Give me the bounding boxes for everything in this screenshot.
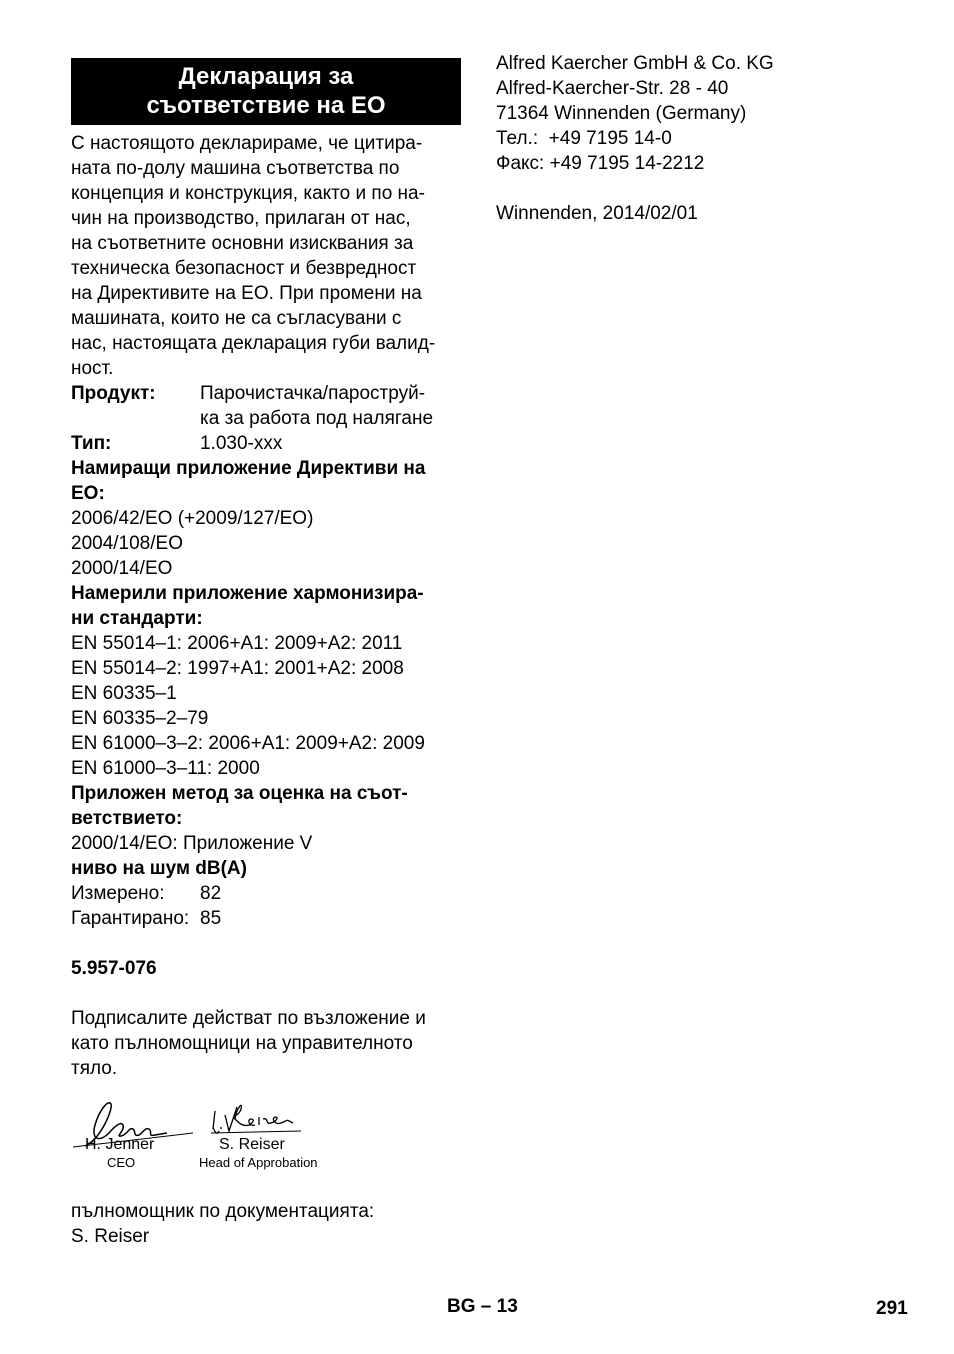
standard-item: EN 60335–2–79: [71, 708, 209, 729]
signer1-title: CEO: [107, 1155, 136, 1170]
standard-item: EN 61000–3–11: 2000: [71, 758, 260, 779]
signatories-text: Подписалите действат по възложение и: [71, 1008, 426, 1029]
directive-item: 2004/108/ЕО: [71, 533, 183, 554]
address-line: Факс: +49 7195 14-2212: [496, 153, 705, 174]
guaranteed-label: Гарантирано:: [71, 908, 190, 929]
attorney-label: пълномощник по документацията:: [71, 1201, 375, 1222]
product-value-line: ка за работа под налягане: [200, 408, 434, 429]
intro-line: С настоящото декларираме, че цитира-: [71, 133, 423, 154]
place-date: Winnenden, 2014/02/01: [496, 203, 698, 224]
type-value: 1.030-xxx: [200, 433, 283, 454]
product-row: [71, 381, 461, 431]
left-column: [71, 58, 461, 1249]
standards-heading: ни стандарти:: [71, 608, 203, 629]
measured-row: [71, 881, 461, 906]
method-value: 2000/14/ЕО: Приложение V: [71, 833, 313, 854]
signer2-title: Head of Approbation: [199, 1155, 318, 1170]
address-line: Тел.: +49 7195 14-0: [496, 128, 672, 149]
intro-paragraph: [71, 131, 461, 381]
intro-line: машината, които не са съгласувани с: [71, 308, 402, 329]
method-heading: Приложен метод за оценка на съот-: [71, 783, 408, 804]
type-row: [71, 431, 461, 456]
document-number: 5.957-076: [71, 958, 157, 979]
title-line-1: Декларация за: [178, 63, 354, 90]
signer1-name: H. Jenner: [85, 1136, 155, 1153]
page-title: [71, 58, 461, 125]
section-code: BG – 13: [447, 1296, 518, 1317]
product-value-line: Парочистачка/пароструй-: [200, 383, 426, 404]
signature-block: [71, 1089, 461, 1199]
standard-item: EN 61000–3–2: 2006+A1: 2009+A2: 2009: [71, 733, 425, 754]
title-line-2: съответствие на ЕО: [146, 92, 386, 119]
type-label: Тип:: [71, 433, 112, 454]
page-number: 291: [876, 1298, 908, 1319]
guaranteed-row: [71, 906, 461, 931]
standards-heading: Намерили приложение хармонизира-: [71, 583, 424, 604]
standard-item: EN 55014–2: 1997+A1: 2001+A2: 2008: [71, 658, 404, 679]
attorney-name: S. Reiser: [71, 1226, 150, 1247]
intro-line: концепция и конструкция, както и по на-: [71, 183, 425, 204]
intro-line: на съответните основни изисквания за: [71, 233, 414, 254]
product-value: [200, 381, 461, 431]
standard-item: EN 55014–1: 2006+A1: 2009+A2: 2011: [71, 633, 403, 654]
directive-item: 2000/14/ЕО: [71, 558, 173, 579]
guaranteed-value: 85: [200, 908, 222, 929]
intro-line: на Директивите на ЕО. При промени на: [71, 283, 422, 304]
intro-line: нас, настоящата декларация губи валид-: [71, 333, 436, 354]
intro-line: ност.: [71, 358, 114, 379]
address-line: Alfred-Kaercher-Str. 28 - 40: [496, 78, 729, 99]
right-column: [496, 51, 896, 226]
address-line: 71364 Winnenden (Germany): [496, 103, 747, 124]
intro-line: ната по-долу машина съответства по: [71, 158, 400, 179]
intro-line: чин на производство, прилаган от нас,: [71, 208, 411, 229]
product-label: Продукт:: [71, 383, 156, 404]
address-line: Alfred Kaercher GmbH & Co. KG: [496, 53, 774, 74]
signatories-text: тяло.: [71, 1058, 118, 1079]
measured-label: Измерено:: [71, 883, 165, 904]
signatories-text: като пълномощници на управителното: [71, 1033, 413, 1054]
directive-item: 2006/42/ЕО (+2009/127/ЕО): [71, 508, 314, 529]
measured-value: 82: [200, 883, 222, 904]
standard-item: EN 60335–1: [71, 683, 177, 704]
directives-heading: ЕО:: [71, 483, 105, 504]
signer2-name: S. Reiser: [219, 1136, 285, 1153]
noise-heading: ниво на шум dB(A): [71, 858, 247, 879]
method-heading: ветствието:: [71, 808, 183, 829]
intro-line: техническа безопасност и безвредност: [71, 258, 417, 279]
directives-heading: Намиращи приложение Директиви на: [71, 458, 426, 479]
